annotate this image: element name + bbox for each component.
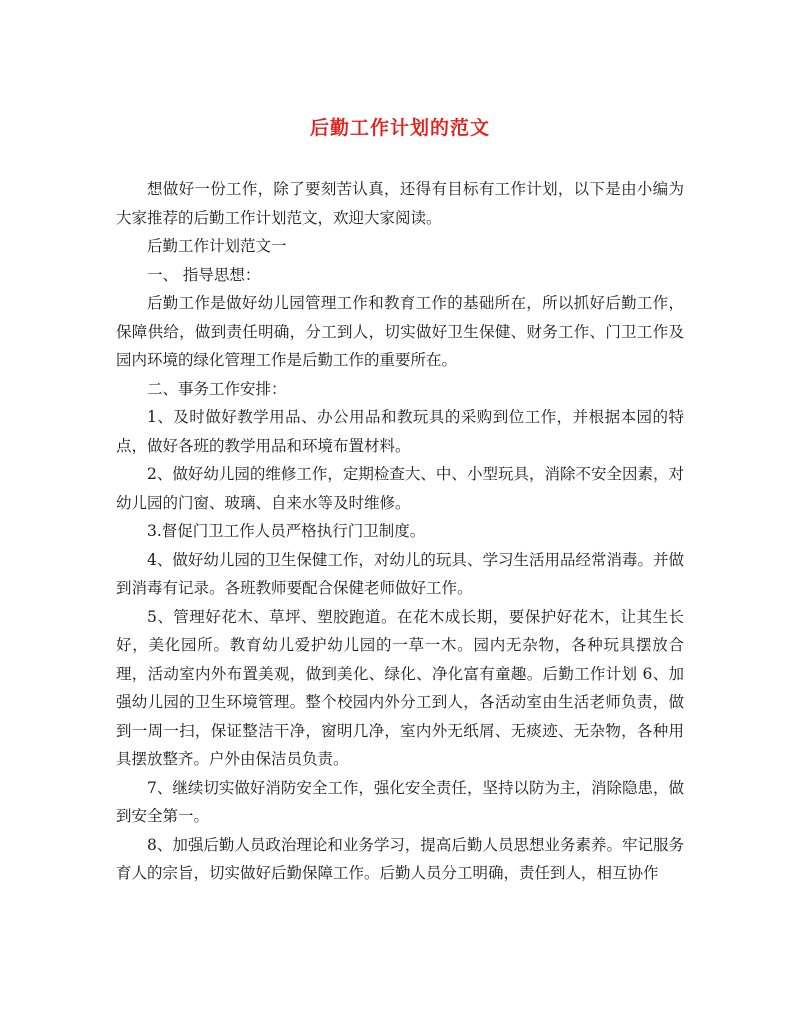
section-heading: 后勤工作计划范文一: [147, 237, 287, 255]
list-item: 2、做好幼儿园的维修工作，定期检查大、中、小型玩具，消除不安全因素，对幼儿园的门窗、玻璃、自来水等及时维修。: [116, 465, 684, 512]
list-item: 7、继续切实做好消防安全工作，强化安全责任，坚持以防为主，消除隐患，做到安全第一。: [116, 778, 684, 825]
list-item: 4、做好幼儿园的卫生保健工作，对幼儿的玩具、学习生活用品经常消毒。并做到消毒有记录。各班教师要配合保健老师做好工作。: [116, 550, 684, 597]
list-item: 5、管理好花木、草坪、塑胶跑道。在花木成长期，要保护好花木，让其生长好，美化园所。教育幼儿爱护幼儿园的一草一木。园内无杂物，各种玩具摆放合理，活动室内外布置美观，做到美化、绿化、净化富有童趣。后勤工作计划 6、加强幼儿园的卫生环境管理。整个校园内外分工到人，各活动室由生活老师负责，做到一周一扫，保证整洁干净，窗明几净，室内外无纸屑、无痰迹、无杂物，各种用具摆放整齐。户外由保洁员负责。: [116, 607, 684, 768]
subheading: 一、 指导思想：: [147, 265, 261, 284]
subheading: 二、事务工作安排：: [147, 379, 287, 398]
list-item: 1、及时做好教学用品、办公用品和教玩具的采购到位工作，并根据本园的特点，做好各班的教学用品和环境布置材料。: [116, 408, 684, 455]
intro-paragraph: 想做好一份工作，除了要刻苦认真，还得有目标有工作计划，以下是由小编为大家推荐的后勤工作计划范文，欢迎大家阅读。: [116, 180, 684, 227]
list-item: 8、加强后勤人员政治理论和业务学习，提高后勤人员思想业务素养。牢记服务育人的宗旨，切实做好后勤保障工作。后勤人员分工明确，责任到人，相互协作: [116, 835, 684, 882]
body-paragraph: 后勤工作是做好幼儿园管理工作和教育工作的基础所在，所以抓好后勤工作，保障供给，做到责任明确，分工到人，切实做好卫生保健、财务工作、门卫工作及园内环境的绿化管理工作是后勤工作的重要所在。: [116, 294, 684, 369]
document-title: 后勤工作计划的范文: [309, 117, 490, 139]
list-item: 3.督促门卫工作人员严格执行门卫制度。: [147, 522, 426, 540]
document-body: [116, 175, 684, 888]
